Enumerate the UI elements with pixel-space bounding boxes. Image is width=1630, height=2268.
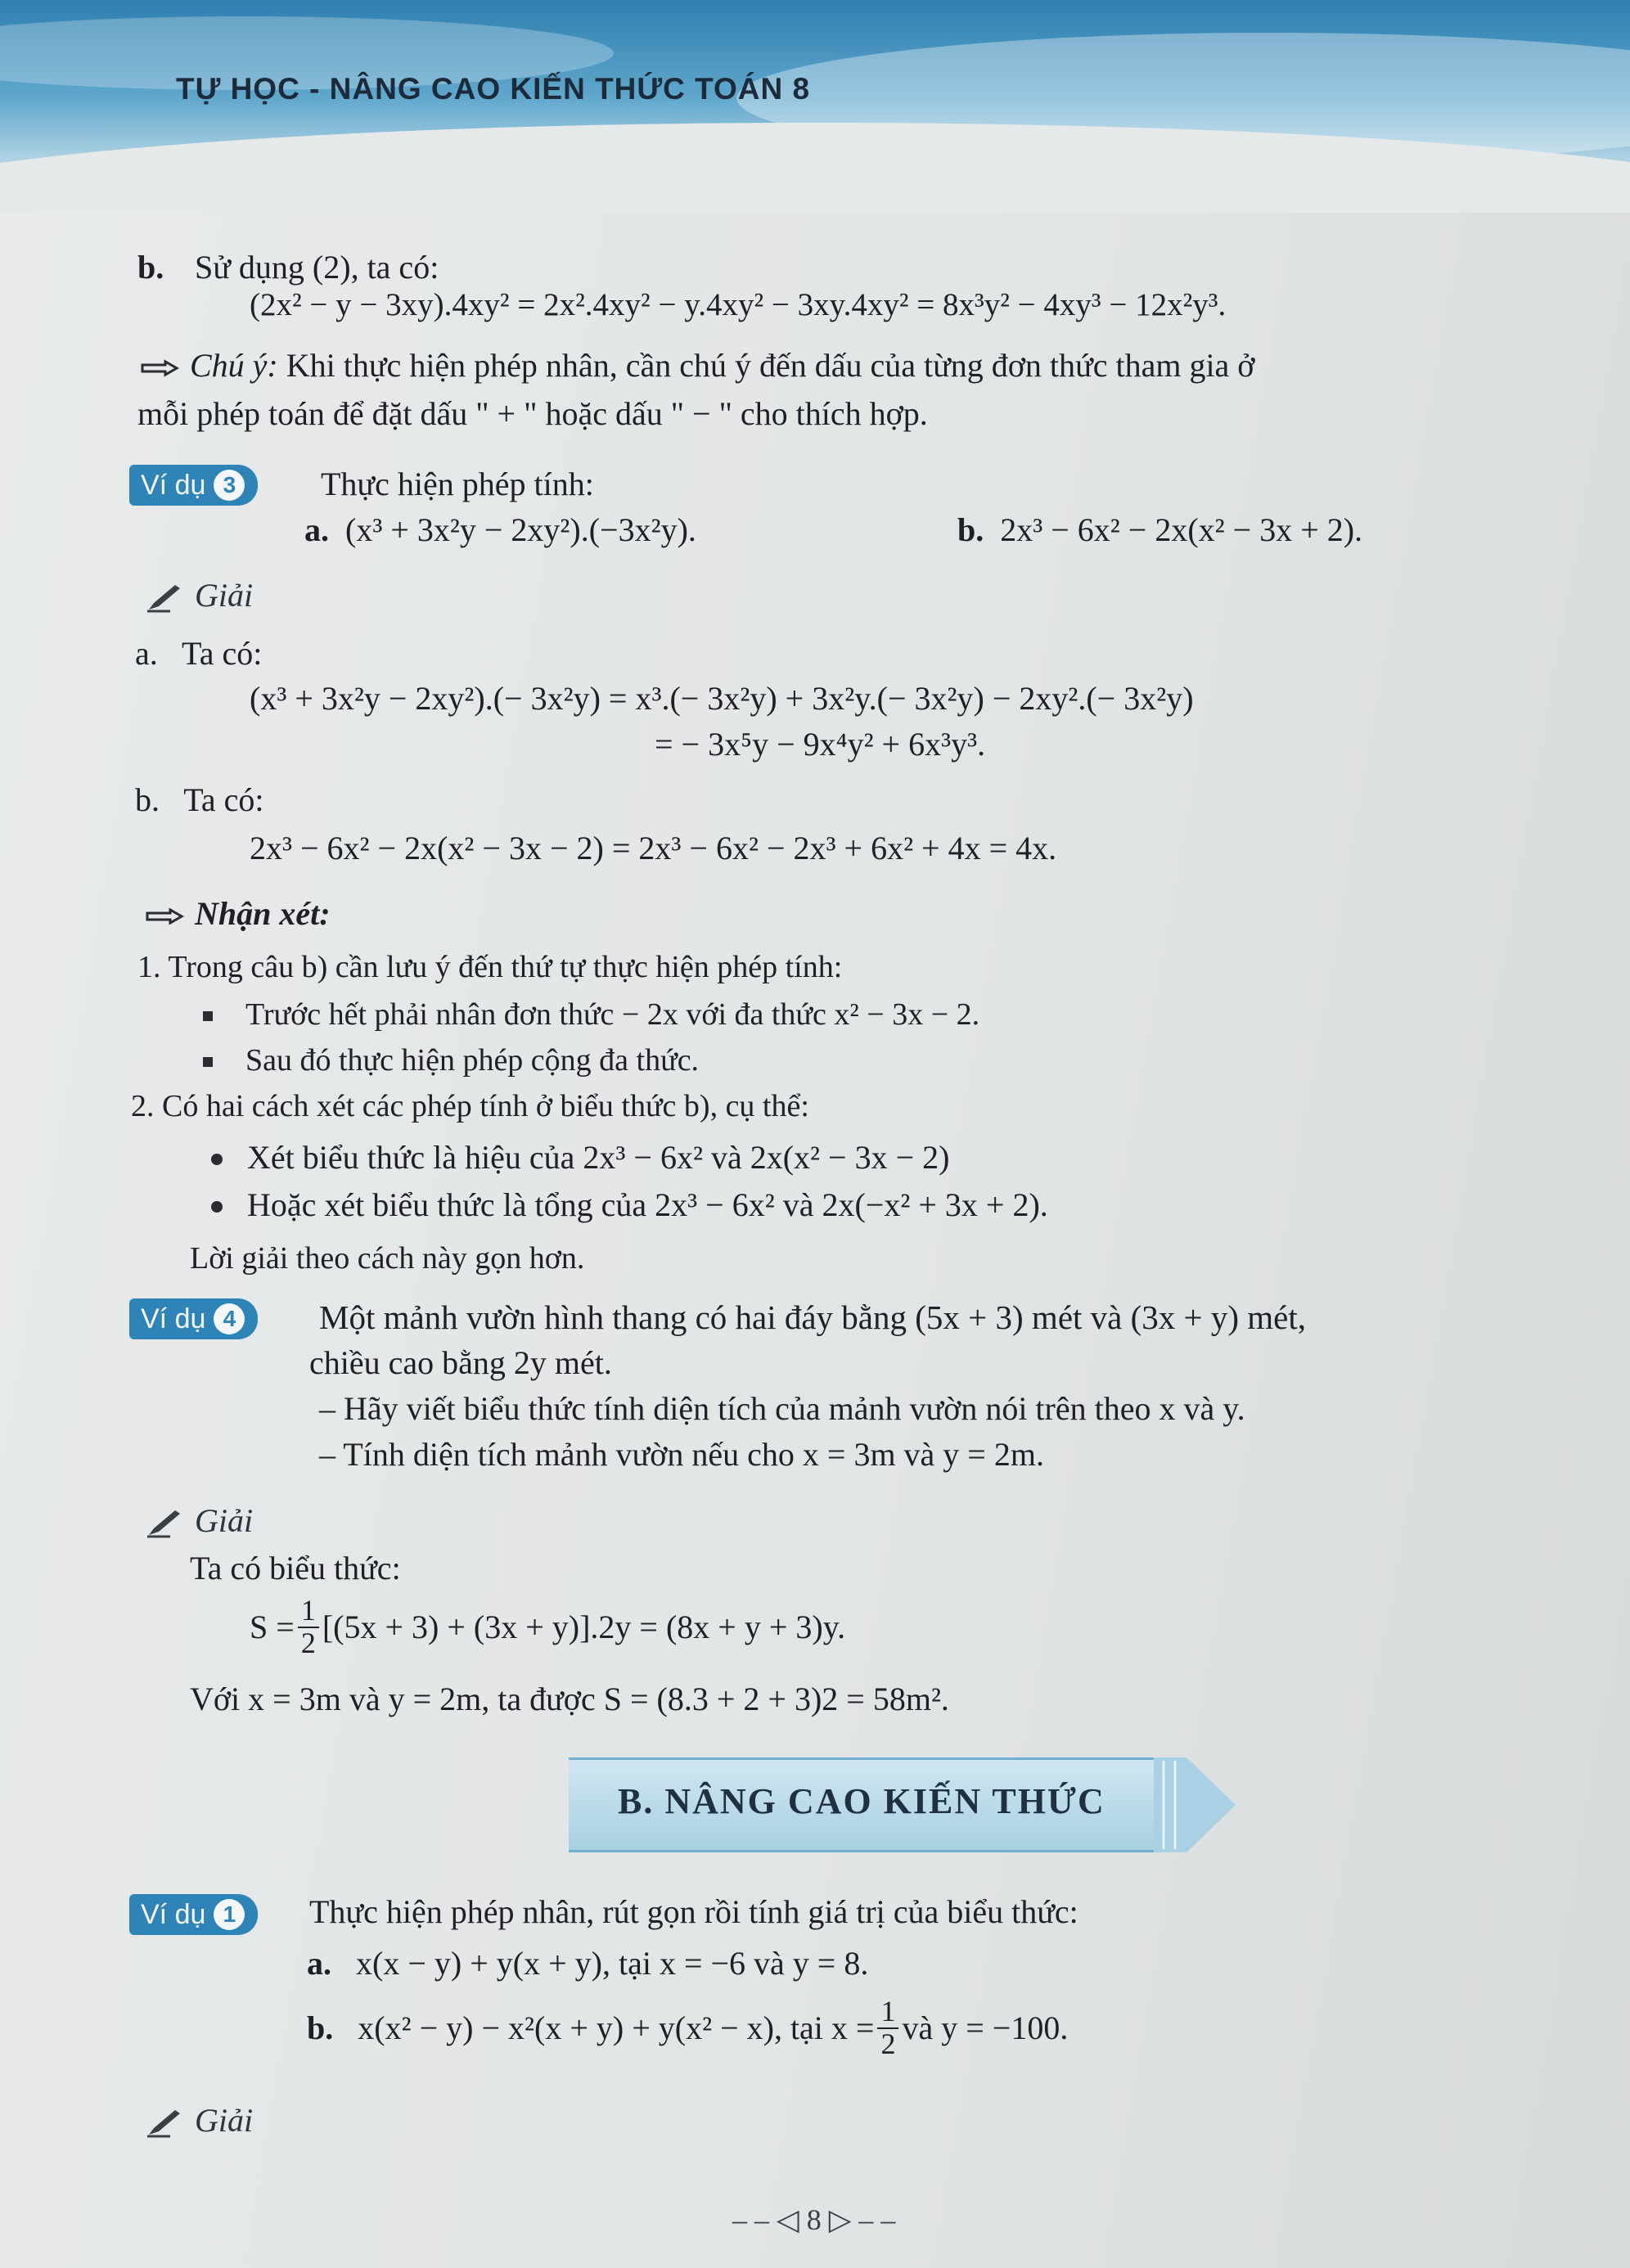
section-title: B. NÂNG CAO KIẾN THỨC [618, 1781, 1105, 1821]
bullet-square [203, 1057, 213, 1067]
note-text-line2: mỗi phép toán để đặt dấu " + " hoặc dấu " − " cho thích hợp. [137, 395, 928, 432]
example1-part-b [307, 1996, 1068, 2060]
part-b-expression: 2x³ − 6x² − 2x(x² − 3x + 2). [1000, 511, 1363, 548]
part-b-expression-tail: và y = −100. [902, 2009, 1069, 2046]
bullet-dot [211, 1154, 223, 1165]
pen-writing-icon [146, 585, 185, 613]
solution-label: Giải [195, 577, 254, 614]
example-badge [129, 465, 258, 506]
page-number-value: 8 [806, 2203, 822, 2236]
badge-number: 1 [214, 1899, 245, 1930]
fraction-numerator: 1 [298, 1595, 319, 1628]
badge-number: 4 [214, 1303, 245, 1334]
fraction-denominator: 2 [300, 1626, 316, 1659]
solution-a-text: Ta có: [182, 635, 263, 672]
footer-decoration-left: – – ◁ [732, 2203, 807, 2236]
formula-s-right: [(5x + 3) + (3x + y)].2y = (8x + y + 3)y. [322, 1608, 846, 1645]
note-label: Chú ý: [190, 347, 278, 384]
note-text-line1: Khi thực hiện phép nhân, cần chú ý đến dấu của từng đơn thức tham gia ở [286, 347, 1255, 384]
fraction-denominator: 2 [880, 2027, 896, 2060]
solution-b-intro [135, 782, 264, 818]
remark-item1: 1. Trong câu b) cần lưu ý đến thứ tự thực hiện phép tính: [137, 950, 843, 984]
part-b-intro: Sử dụng (2), ta có: [195, 249, 439, 286]
solution-intro: Ta có biểu thức: [190, 1550, 401, 1586]
pointing-hand-icon [141, 357, 182, 381]
fraction-one-half [877, 1996, 898, 2060]
pen-writing-icon [146, 1510, 185, 1538]
remark-item1-sub2: Sau đó thực hiện phép cộng đa thức. [245, 1043, 700, 1078]
badge-label: Ví dụ [141, 1303, 206, 1334]
part-b-label: b. [307, 2009, 334, 2046]
solution-heading [146, 578, 253, 614]
solution-label: Giải [195, 2102, 254, 2139]
bullet-dot [211, 1201, 223, 1213]
badge-number: 3 [214, 470, 245, 501]
area-formula [250, 1595, 845, 1659]
part-b-label: b. [957, 511, 984, 548]
solution-a-label: a. [135, 635, 158, 672]
example4-task2: – Tính diện tích mảnh vườn nếu cho x = 3m và y = 2m. [319, 1436, 1044, 1473]
example4-task1: – Hãy viết biểu thức tính diện tích của mảnh vườn nói trên theo x và y. [319, 1390, 1245, 1427]
solution-label: Giải [195, 1502, 254, 1539]
header-banner [0, 0, 1630, 213]
solution-heading [146, 1503, 253, 1539]
fraction-one-half [298, 1595, 319, 1659]
pen-writing-icon [146, 2110, 185, 2138]
remark-item1-sub1: Trước hết phải nhân đơn thức − 2x với đa thức x² − 3x − 2. [245, 997, 980, 1032]
example1-part-a [307, 1946, 868, 1982]
badge-label: Ví dụ [141, 1899, 206, 1930]
solution-a-intro [135, 636, 262, 672]
bullet-square [203, 1011, 213, 1021]
solution-b-text: Ta có: [183, 781, 264, 818]
part-a-expression: (x³ + 3x²y − 2xy²).(−3x²y). [345, 511, 696, 548]
remark-item2: 2. Có hai cách xét các phép tính ở biểu thức b), cụ thể: [131, 1089, 809, 1123]
example-badge [129, 1298, 258, 1339]
remark-label: Nhận xét: [195, 895, 331, 932]
footer-decoration-right: ▷ – – [821, 2203, 896, 2236]
pointing-hand-icon [146, 905, 187, 929]
fraction-numerator: 1 [877, 1996, 898, 2029]
section-arrow-icon [1154, 1757, 1244, 1852]
solution-b-label: b. [135, 781, 160, 818]
formula-line: (2x² − y − 3xy).4xy² = 2x².4xy² − y.4xy² − 3xy.4xy² = 8x³y² − 4xy³ − 12x²y³. [250, 287, 1227, 322]
badge-label: Ví dụ [141, 470, 206, 501]
solution-a-line1: (x³ + 3x²y − 2xy²).(− 3x²y) = x³.(− 3x²y) + 3x²y.(− 3x²y) − 2xy².(− 3x²y) [250, 680, 1194, 717]
example4-line2: chiều cao bằng 2y mét. [309, 1344, 612, 1381]
solution-final: Với x = 3m và y = 2m, ta được S = (8.3 + 2 + 3)2 = 58m². [190, 1681, 949, 1717]
part-a-label: a. [304, 511, 329, 548]
example4-line1: Một mảnh vườn hình thang có hai đáy bằng (5x + 3) mét và (3x + y) mét, [319, 1298, 1307, 1336]
part-a-label: a. [307, 1945, 331, 1982]
part-a-expression: x(x − y) + y(x + y), tại x = −6 và y = 8. [356, 1945, 869, 1982]
example3-title: Thực hiện phép tính: [321, 466, 594, 502]
part-label [137, 250, 164, 286]
formula-s-left: S = [250, 1608, 295, 1645]
solution-b-line1: 2x³ − 6x² − 2x(x² − 3x − 2) = 2x³ − 6x² − 2x³ + 6x² + 4x = 4x. [250, 830, 1057, 866]
note-line [141, 348, 1254, 384]
part-b-expression: x(x² − y) − x²(x + y) + y(x² − x), tại x = [358, 2009, 875, 2046]
solution-heading [146, 2103, 253, 2139]
remark-item2-sub2: Hoặc xét biểu thức là tổng của 2x³ − 6x² và 2x(−x² + 3x + 2). [247, 1186, 1048, 1223]
part-b-label: b. [137, 249, 164, 286]
example1-title: Thực hiện phép nhân, rút gọn rồi tính giá trị của biểu thức: [309, 1893, 1078, 1930]
remark-conclusion: Lời giải theo cách này gọn hơn. [190, 1241, 585, 1276]
book-title: TỰ HỌC - NÂNG CAO KIẾN THỨC TOÁN 8 [176, 72, 811, 106]
page-number [732, 2204, 895, 2237]
solution-a-line2: = − 3x⁵y − 9x⁴y² + 6x³y³. [655, 726, 986, 763]
example3-part-a [304, 512, 696, 548]
remark-item2-sub1: Xét biểu thức là hiệu của 2x³ − 6x² và 2x(x² − 3x − 2) [247, 1139, 950, 1176]
example-badge [129, 1894, 258, 1935]
remark-heading [146, 896, 331, 932]
example3-part-b [957, 512, 1362, 548]
